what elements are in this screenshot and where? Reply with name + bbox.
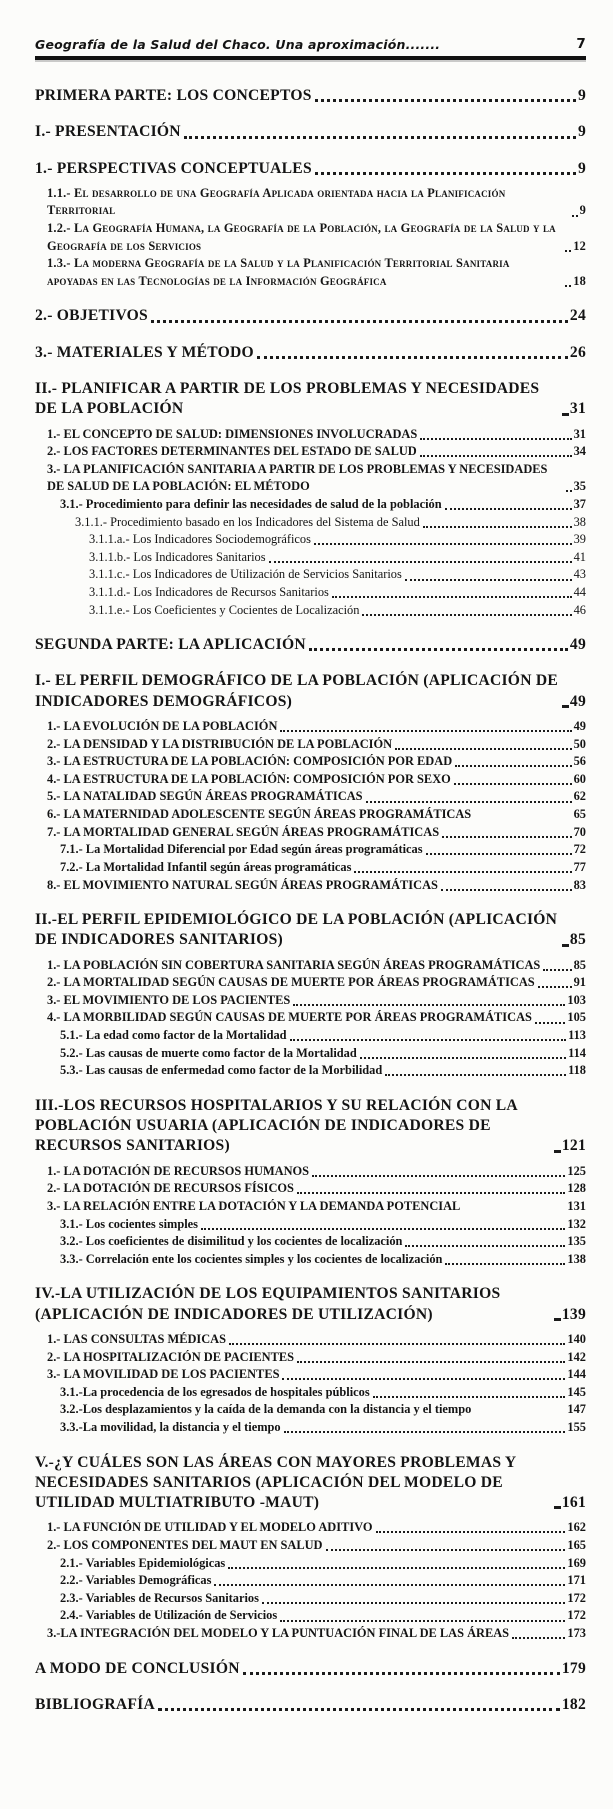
toc-entry-label: 1.- PERSPECTIVAS CONCEPTUALES bbox=[35, 159, 312, 177]
toc-entry-label: 2.- LA HOSPITALIZACIÓN DE PACIENTES bbox=[47, 1349, 295, 1364]
toc-entry-label: 3.3.-La movilidad, la distancia y el tiempo bbox=[60, 1419, 281, 1434]
toc-leader-dots bbox=[228, 1567, 565, 1569]
toc-entry-page: 142 bbox=[567, 1349, 586, 1364]
toc-entry bbox=[60, 1384, 586, 1402]
toc-entry bbox=[35, 306, 586, 326]
toc-entry-page: 26 bbox=[569, 343, 586, 361]
toc-entry-page: 31 bbox=[573, 426, 586, 441]
toc-entry-label: 3.- MATERIALES Y MÉTODO bbox=[35, 343, 254, 361]
toc-entry bbox=[47, 1366, 586, 1384]
toc-entry-label: SEGUNDA PARTE: LA APLICACIÓN bbox=[35, 636, 306, 654]
toc-leader-dots bbox=[297, 1361, 565, 1363]
toc-entry bbox=[47, 185, 586, 220]
toc-entry bbox=[60, 496, 586, 514]
toc-leader-dots bbox=[565, 250, 571, 252]
toc-leader-dots bbox=[315, 172, 576, 175]
toc-entry-page: 113 bbox=[568, 1028, 586, 1043]
toc-entry-label: IV.-LA UTILIZACIÓN DE LOS EQUIPAMIENTOS SANITARIOS (APLICACIÓN DE INDICADORES DE UTILIZACIÓN) bbox=[35, 1285, 501, 1323]
toc-entry bbox=[60, 859, 586, 877]
toc-leader-dots bbox=[243, 1672, 560, 1675]
toc-list bbox=[35, 86, 586, 1715]
toc-entry-page: 179 bbox=[561, 1659, 586, 1677]
toc-entry bbox=[47, 824, 586, 842]
toc-entry bbox=[60, 1555, 586, 1573]
toc-leader-dots bbox=[441, 889, 572, 891]
toc-entry bbox=[89, 549, 586, 567]
toc-entry-label: 1.- LA POBLACIÓN SIN COBERTURA SANITARIA SEGÚN ÁREAS PROGRAMÁTICAS bbox=[47, 957, 541, 972]
toc-entry bbox=[60, 841, 586, 859]
toc-entry bbox=[35, 122, 586, 142]
toc-entry-page: 62 bbox=[573, 789, 586, 804]
toc-entry-page: 169 bbox=[567, 1555, 586, 1570]
toc-entry bbox=[47, 957, 586, 975]
toc-entry-label: 3.2.- Los coeficientes de disimilitud y los cocientes de localización bbox=[60, 1234, 403, 1249]
toc-entry-page: 72 bbox=[573, 842, 586, 857]
toc-entry-label: 3.1.- Procedimiento para definir las necesidades de salud de la población bbox=[60, 496, 442, 511]
toc-entry-page: 144 bbox=[567, 1367, 586, 1382]
toc-entry bbox=[89, 566, 586, 584]
toc-entry-page: 24 bbox=[569, 307, 586, 325]
toc-entry bbox=[47, 1519, 586, 1537]
toc-leader-dots bbox=[184, 136, 576, 139]
toc-entry bbox=[47, 718, 586, 736]
toc-leader-dots bbox=[455, 765, 571, 767]
toc-entry-label: 2.- LOS COMPONENTES DEL MAUT EN SALUD bbox=[47, 1537, 323, 1552]
toc-entry-label: 8.- EL MOVIMIENTO NATURAL SEGÚN ÁREAS PROGRAMÁTICAS bbox=[47, 877, 438, 892]
toc-leader-dots bbox=[262, 1602, 565, 1604]
toc-leader-dots bbox=[151, 320, 568, 323]
toc-entry-page: 182 bbox=[561, 1695, 586, 1713]
toc-entry-page: 138 bbox=[567, 1251, 586, 1266]
toc-leader-dots bbox=[269, 561, 572, 563]
toc-entry bbox=[60, 1401, 586, 1419]
toc-entry bbox=[47, 1349, 586, 1367]
toc-entry-label: 3.1.1.d.- Los Indicadores de Recursos Sanitarios bbox=[89, 585, 329, 599]
toc-entry-label: 1.2.- La Geografía Humana, la Geografía de la Población, la Geografía de la Salud y la Geografía de los Servicios bbox=[47, 221, 556, 253]
toc-leader-dots bbox=[566, 490, 572, 492]
toc-entry-page: 161 bbox=[561, 1494, 586, 1512]
toc-entry bbox=[47, 1198, 586, 1216]
toc-leader-dots bbox=[562, 705, 568, 708]
toc-leader-dots bbox=[376, 1531, 566, 1533]
toc-entry bbox=[47, 736, 586, 754]
toc-entry-label: 3.- EL MOVIMIENTO DE LOS PACIENTES bbox=[47, 992, 291, 1007]
toc-leader-dots bbox=[293, 1004, 565, 1006]
toc-entry-label: 3.2.-Los desplazamientos y la caída de la demanda con la distancia y el tiempo bbox=[60, 1402, 472, 1417]
toc-leader-dots bbox=[543, 969, 571, 971]
toc-leader-dots bbox=[373, 1396, 566, 1398]
toc-entry bbox=[47, 426, 586, 444]
toc-entry-page: 165 bbox=[567, 1537, 586, 1552]
toc-entry-label: 3.1.1.b.- Los Indicadores Sanitarios bbox=[89, 549, 266, 564]
toc-entry-page: 91 bbox=[573, 975, 586, 990]
toc-entry-page: 43 bbox=[573, 567, 586, 582]
toc-entry bbox=[35, 1695, 586, 1715]
toc-entry bbox=[47, 877, 586, 895]
toc-entry-page: 9 bbox=[577, 87, 586, 104]
toc-entry bbox=[35, 86, 586, 106]
toc-entry-page: 140 bbox=[567, 1331, 586, 1346]
toc-entry-label: 3.1.- Los cocientes simples bbox=[60, 1216, 199, 1231]
toc-entry bbox=[89, 602, 586, 620]
toc-entry-page: 128 bbox=[567, 1181, 586, 1196]
toc-entry-label: 1.- LAS CONSULTAS MÉDICAS bbox=[47, 1331, 227, 1346]
toc-leader-dots bbox=[354, 871, 571, 873]
toc-leader-dots bbox=[454, 783, 572, 785]
toc-entry-label: 3.1.1.a.- Los Indicadores Sociodemográficos bbox=[89, 532, 311, 547]
page-header bbox=[35, 36, 586, 60]
toc-entry-page: 172 bbox=[567, 1590, 586, 1605]
toc-entry-label: 5.2.- Las causas de muerte como factor de la Mortalidad bbox=[60, 1045, 357, 1060]
toc-entry bbox=[60, 1572, 586, 1590]
toc-entry bbox=[47, 1331, 586, 1349]
toc-entry-page: 49 bbox=[569, 692, 586, 710]
toc-entry-page: 39 bbox=[573, 532, 586, 547]
toc-entry bbox=[75, 514, 586, 532]
toc-entry-page: 162 bbox=[567, 1520, 586, 1535]
toc-entry-label: 3.- LA MOVILIDAD DE LOS PACIENTES bbox=[47, 1367, 280, 1382]
toc-entry bbox=[47, 806, 586, 824]
toc-leader-dots bbox=[280, 730, 571, 732]
toc-entry-label: 5.- LA NATALIDAD SEGÚN ÁREAS PROGRAMÁTICAS bbox=[47, 789, 363, 804]
toc-entry-page: 65 bbox=[573, 807, 586, 822]
toc-entry bbox=[89, 584, 586, 602]
toc-entry-page: 49 bbox=[573, 719, 586, 734]
toc-entry-page: 77 bbox=[573, 859, 586, 874]
toc-entry bbox=[60, 1045, 586, 1063]
toc-entry-label: 3.- LA ESTRUCTURA DE LA POBLACIÓN: COMPOSICIÓN POR EDAD bbox=[47, 754, 453, 769]
toc-entry-page: 83 bbox=[573, 877, 586, 892]
toc-entry bbox=[47, 255, 586, 290]
toc-leader-dots bbox=[360, 1057, 566, 1059]
toc-entry-label: 3.1.1.e.- Los Coeficientes y Cocientes de Localización bbox=[89, 602, 360, 617]
toc-leader-dots bbox=[535, 1022, 565, 1024]
toc-entry-page: 46 bbox=[573, 602, 586, 617]
toc-leader-dots bbox=[290, 1039, 567, 1041]
toc-entry bbox=[35, 159, 586, 179]
toc-leader-dots bbox=[445, 508, 572, 510]
toc-entry bbox=[47, 1163, 586, 1181]
toc-entry bbox=[60, 1419, 586, 1437]
toc-entry-label: I.- PRESENTACIÓN bbox=[35, 123, 181, 141]
running-title: Geografía de la Salud del Chaco. Una aproximación....... bbox=[35, 37, 441, 52]
toc-leader-dots bbox=[538, 986, 572, 988]
toc-leader-dots bbox=[405, 1245, 565, 1247]
toc-entry-page: 139 bbox=[561, 1305, 586, 1323]
toc-entry-page: 114 bbox=[568, 1045, 586, 1060]
toc-entry bbox=[35, 910, 586, 951]
toc-leader-dots bbox=[309, 648, 568, 651]
toc-entry-label: 6.- LA MATERNIDAD ADOLESCENTE SEGÚN ÁREAS PROGRAMÁTICAS bbox=[47, 807, 472, 822]
toc-entry-page: 85 bbox=[569, 931, 586, 949]
toc-leader-dots bbox=[214, 1584, 565, 1586]
toc-entry bbox=[60, 1607, 586, 1625]
toc-entry bbox=[35, 1284, 586, 1325]
toc-entry-label: 3.1.1.- Procedimiento basado en los Indicadores del Sistema de Salud bbox=[75, 514, 420, 529]
toc-entry-page: 60 bbox=[573, 771, 586, 786]
page-number: 7 bbox=[576, 36, 586, 52]
toc-entry bbox=[47, 753, 586, 771]
toc-entry-label: 1.- LA EVOLUCIÓN DE LA POBLACIÓN bbox=[47, 719, 278, 734]
toc-entry bbox=[47, 1625, 586, 1643]
toc-entry-label: 5.3.- Las causas de enfermedad como factor de la Morbilidad bbox=[60, 1063, 383, 1078]
toc-entry bbox=[35, 635, 586, 655]
toc-entry-label: 2.4.- Variables de Utilización de Servicios bbox=[60, 1608, 278, 1623]
toc-entry-page: 35 bbox=[573, 479, 586, 494]
toc-entry-label: 5.1.- La edad como factor de la Mortalidad bbox=[60, 1028, 287, 1043]
toc-entry bbox=[60, 1233, 586, 1251]
toc-entry-page: 172 bbox=[567, 1608, 586, 1623]
toc-entry-page: 41 bbox=[573, 549, 586, 564]
toc-entry-page: 34 bbox=[573, 444, 586, 459]
toc-entry-label: 7.1.- La Mortalidad Diferencial por Edad según áreas programáticas bbox=[60, 842, 423, 857]
toc-leader-dots bbox=[442, 836, 572, 838]
toc-entry-label: 3.1.1.c.- Los Indicadores de Utilización de Servicios Sanitarios bbox=[89, 567, 402, 582]
toc-entry-page: 9 bbox=[577, 159, 586, 177]
toc-leader-dots bbox=[420, 438, 571, 440]
toc-entry-label: 3.1.-La procedencia de los egresados de hospitales públicos bbox=[60, 1384, 370, 1399]
toc-leader-dots bbox=[554, 1506, 560, 1509]
toc-leader-dots bbox=[445, 1263, 565, 1265]
toc-entry bbox=[60, 1216, 586, 1234]
toc-entry-label: 7.2.- La Mortalidad Infantil según áreas programáticas bbox=[60, 859, 352, 874]
toc-entry-page: 38 bbox=[573, 514, 586, 529]
toc-entry bbox=[35, 379, 586, 420]
toc-entry-page: 85 bbox=[573, 957, 586, 972]
toc-entry bbox=[47, 1180, 586, 1198]
toc-entry bbox=[35, 1453, 586, 1514]
toc-entry-page: 9 bbox=[579, 203, 586, 218]
toc-entry-page: 49 bbox=[569, 636, 586, 654]
toc-entry-page: 56 bbox=[573, 754, 586, 769]
toc-entry bbox=[89, 531, 586, 549]
toc-leader-dots bbox=[314, 543, 572, 545]
toc-entry-label: 1.- LA DOTACIÓN DE RECURSOS HUMANOS bbox=[47, 1163, 310, 1178]
toc-entry-label: 1.- EL CONCEPTO DE SALUD: DIMENSIONES INVOLUCRADAS bbox=[47, 426, 418, 441]
toc-leader-dots bbox=[282, 1378, 565, 1380]
toc-leader-dots bbox=[562, 413, 568, 416]
toc-entry bbox=[47, 443, 586, 461]
toc-entry-label: 2.2.- Variables Demográficas bbox=[60, 1573, 212, 1588]
toc-entry-label: 2.3.- Variables de Recursos Sanitarios bbox=[60, 1590, 259, 1605]
toc-leader-dots bbox=[554, 1318, 560, 1321]
toc-entry-label: 1.1.- El desarrollo de una Geografía Aplicada orientada hacia la Planificación Territorial bbox=[47, 185, 506, 218]
toc-entry bbox=[35, 343, 586, 363]
toc-entry bbox=[35, 1659, 586, 1679]
toc-leader-dots bbox=[395, 748, 572, 750]
toc-entry-label: 3.-LA INTEGRACIÓN DEL MODELO Y LA PUNTUACIÓN FINAL DE LAS ÁREAS bbox=[47, 1626, 510, 1640]
toc-leader-dots bbox=[229, 1343, 565, 1345]
toc-leader-dots bbox=[426, 853, 572, 855]
toc-entry bbox=[47, 992, 586, 1010]
toc-entry-page: 103 bbox=[567, 992, 586, 1007]
toc-entry bbox=[47, 788, 586, 806]
toc-leader-dots bbox=[257, 356, 568, 359]
toc-entry bbox=[47, 1009, 586, 1027]
toc-leader-dots bbox=[326, 1549, 566, 1551]
toc-entry-label: I.- EL PERFIL DEMOGRÁFICO DE LA POBLACIÓN (APLICACIÓN DE INDICADORES DEMOGRÁFICOS) bbox=[35, 672, 559, 710]
toc-entry-page: 18 bbox=[573, 273, 586, 288]
toc-entry-label: PRIMERA PARTE: LOS CONCEPTOS bbox=[35, 87, 312, 104]
toc-entry-page: 44 bbox=[573, 585, 586, 599]
toc-entry bbox=[47, 461, 586, 496]
toc-entry-label: 3.- LA RELACIÓN ENTRE LA DOTACIÓN Y LA DEMANDA POTENCIAL bbox=[47, 1198, 461, 1213]
toc-entry-page: 105 bbox=[567, 1010, 586, 1025]
toc-entry-label: 2.1.- Variables Epidemiológicas bbox=[60, 1555, 226, 1570]
toc-leader-dots bbox=[284, 1431, 566, 1433]
toc-entry-page: 9 bbox=[577, 123, 586, 141]
toc-entry-page: 118 bbox=[568, 1063, 586, 1078]
toc-entry-page: 125 bbox=[567, 1163, 586, 1178]
toc-entry bbox=[60, 1027, 586, 1045]
toc-leader-dots bbox=[562, 944, 568, 947]
toc-entry-label: 2.- LA DOTACIÓN DE RECURSOS FÍSICOS bbox=[47, 1181, 294, 1196]
toc-entry-label: 1.- LA FUNCIÓN DE UTILIDAD Y EL MODELO ADITIVO bbox=[47, 1520, 373, 1535]
toc-entry-label: 1.3.- La moderna Geografía de la Salud y la Planificación Territorial Sanitaria apoyadas en las Tecnologías de la Información Geográfica bbox=[47, 256, 510, 288]
toc-entry-page: 131 bbox=[567, 1198, 586, 1213]
toc-entry bbox=[60, 1251, 586, 1269]
toc-entry-page: 145 bbox=[567, 1384, 586, 1399]
toc-entry-label: 4.- LA MORBILIDAD SEGÚN CAUSAS DE MUERTE POR ÁREAS PROGRAMÁTICAS bbox=[47, 1010, 532, 1025]
toc-entry-page: 37 bbox=[573, 496, 586, 511]
toc-leader-dots bbox=[362, 614, 571, 616]
toc-entry-page: 135 bbox=[567, 1234, 586, 1249]
toc-entry-page: 147 bbox=[567, 1402, 586, 1417]
toc-entry-label: 3.- LA PLANIFICACIÓN SANITARIA A PARTIR DE LOS PROBLEMAS Y NECESIDADES DE SALUD DE LA POBLACIÓN: EL MÉTODO bbox=[47, 461, 548, 494]
toc-entry-label: 2.- LA DENSIDAD Y LA DISTRIBUCIÓN DE LA POBLACIÓN bbox=[47, 736, 393, 751]
toc-leader-dots bbox=[315, 99, 576, 102]
toc-entry-label: II.- PLANIFICAR A PARTIR DE LOS PROBLEMAS Y NECESIDADES DE LA POBLACIÓN bbox=[35, 379, 540, 418]
toc-entry-page: 50 bbox=[573, 736, 586, 751]
toc-entry bbox=[47, 771, 586, 789]
toc-leader-dots bbox=[572, 215, 578, 217]
toc-leader-dots bbox=[312, 1175, 565, 1177]
toc-leader-dots bbox=[565, 285, 571, 287]
toc-leader-dots bbox=[423, 526, 572, 528]
toc-entry-page: 12 bbox=[573, 238, 586, 253]
toc-entry-page: 132 bbox=[567, 1216, 586, 1231]
toc-leader-dots bbox=[280, 1620, 565, 1622]
toc-entry-label: 2.- LOS FACTORES DETERMINANTES DEL ESTADO DE SALUD bbox=[47, 444, 417, 459]
toc-entry-page: 173 bbox=[567, 1626, 586, 1640]
toc-entry-label: 4.- LA ESTRUCTURA DE LA POBLACIÓN: COMPOSICIÓN POR SEXO bbox=[47, 771, 451, 786]
toc-entry-label: BIBLIOGRAFÍA bbox=[35, 1695, 155, 1713]
toc-entry bbox=[47, 974, 586, 992]
toc-leader-dots bbox=[332, 596, 572, 598]
toc-entry-label: 3.3.- Correlación ente los cocientes simples y los cocientes de localización bbox=[60, 1251, 443, 1266]
toc-entry-label: II.-EL PERFIL EPIDEMIOLÓGICO DE LA POBLACIÓN (APLICACIÓN DE INDICADORES SANITARIOS) bbox=[35, 911, 558, 949]
toc-leader-dots bbox=[385, 1074, 566, 1076]
toc-entry bbox=[60, 1590, 586, 1608]
toc-leader-dots bbox=[554, 1150, 560, 1153]
toc-entry bbox=[35, 671, 586, 712]
toc-entry-label: III.-LOS RECURSOS HOSPITALARIOS Y SU RELACIÓN CON LA POBLACIÓN USUARIA (APLICACIÓN DE INDICADORES DE RECURSOS SANITARIOS) bbox=[35, 1096, 518, 1155]
toc-leader-dots bbox=[201, 1228, 565, 1230]
toc-entry-page: 121 bbox=[561, 1137, 586, 1155]
toc-entry bbox=[47, 220, 586, 255]
toc-entry-page: 155 bbox=[567, 1419, 586, 1434]
toc-entry bbox=[60, 1062, 586, 1080]
toc-entry bbox=[47, 1537, 586, 1555]
toc-entry-page: 171 bbox=[567, 1573, 586, 1588]
toc-leader-dots bbox=[405, 579, 572, 581]
toc-leader-dots bbox=[512, 1637, 565, 1639]
toc-leader-dots bbox=[420, 455, 572, 457]
toc-entry-page: 31 bbox=[569, 400, 586, 418]
toc-leader-dots bbox=[158, 1708, 560, 1711]
toc-leader-dots bbox=[366, 801, 572, 803]
toc-leader-dots bbox=[297, 1192, 565, 1194]
toc-entry-label: 2.- LA MORTALIDAD SEGÚN CAUSAS DE MUERTE POR ÁREAS PROGRAMÁTICAS bbox=[47, 975, 535, 990]
toc-entry-label: 2.- OBJETIVOS bbox=[35, 307, 148, 325]
toc-entry-label: A MODO DE CONCLUSIÓN bbox=[35, 1659, 240, 1677]
toc-entry bbox=[35, 1096, 586, 1157]
toc-entry-label: V.-¿Y CUÁLES SON LAS ÁREAS CON MAYORES PROBLEMAS Y NECESIDADES SANITARIOS (APLICACIÓN DEL MODELO DE UTILIDAD MULTIATRIBUTO -MAUT) bbox=[35, 1453, 516, 1512]
toc-entry-page: 70 bbox=[573, 824, 586, 839]
toc-entry-label: 7.- LA MORTALIDAD GENERAL SEGÚN ÁREAS PROGRAMÁTICAS bbox=[47, 824, 440, 839]
